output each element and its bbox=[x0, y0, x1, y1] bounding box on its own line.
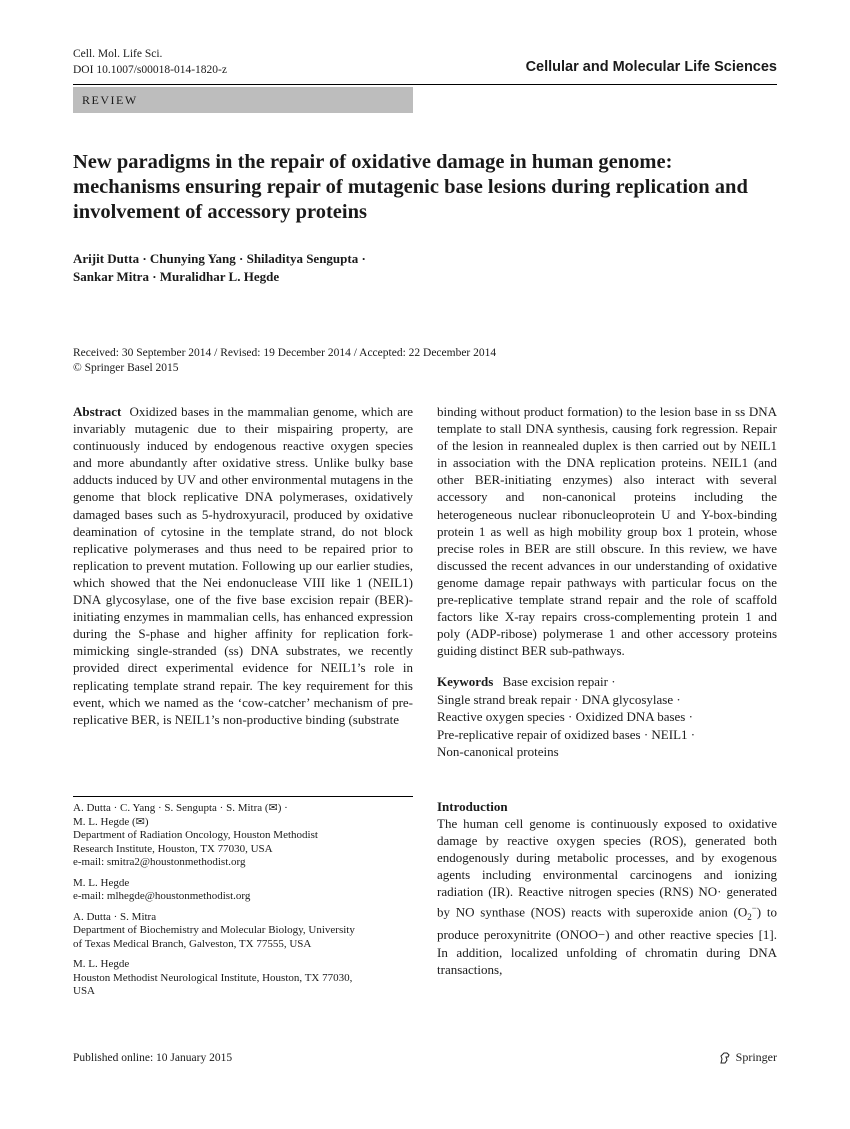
affiliation-dept: USA bbox=[73, 985, 96, 997]
superscript: − bbox=[751, 903, 757, 914]
header-rule bbox=[73, 84, 777, 85]
introduction-heading: Introduction bbox=[437, 798, 508, 814]
abstract-text-right: binding without product formation) to the lesion base in ss DNA template to stall DNA synthesis, causing fork regression. Repair of the lesion in reannealed duplex is then carried out by NEIL1 in association with the DNA replication proteins. NEIL1 (and other BER-initiating enzymes) also interact with several accessory and non-canonical proteins including the heterogeneous nuclear ribonucleoprotein U and Y-box-binding protein 1 as well as high mobility group box 1 protein, whose precise roles in BER are still obscure. In this review, we have discussed the recent advances in our understanding of oxidative genome damage repair pathways with particular focus on the pre-replicative template strand repair and the role of scaffold factors like X-ray repairs cross-complementing protein 1 and poly (ADP-ribose) polymerase 1 and other accessory proteins guiding distinct BER sub-pathways. bbox=[437, 404, 777, 659]
affiliation-email[interactable]: e-mail: mlhegde@houstonmethodist.org bbox=[73, 890, 251, 902]
affiliation-2 bbox=[73, 877, 413, 904]
keywords bbox=[437, 673, 777, 761]
copyright: © Springer Basel 2015 bbox=[73, 362, 179, 374]
article-dates bbox=[73, 346, 777, 376]
affiliation-4 bbox=[73, 958, 413, 999]
affiliation-dept: Houston Methodist Neurological Institute, Houston, TX 77030, bbox=[73, 971, 353, 984]
springer-horse-logo-icon bbox=[718, 1051, 732, 1065]
doi[interactable]: DOI 10.1007/s00018-014-1820-z bbox=[73, 64, 227, 76]
affiliation-names: A. Dutta · C. Yang · S. Sengupta · S. Mitra (✉) · bbox=[73, 802, 288, 814]
keyword-text: Base excision repair · bbox=[502, 674, 616, 690]
intro-text: ) to produce peroxynitrite (ONOO−) and other reactive species [1]. In addition, localized unfolding of chromatin during DNA transactions, bbox=[437, 904, 777, 977]
affiliation-dept: Department of Radiation Oncology, Houston Methodist bbox=[73, 829, 318, 841]
journal-meta bbox=[73, 46, 227, 78]
abstract-left-column bbox=[73, 403, 413, 728]
introduction-paragraph bbox=[437, 815, 777, 978]
published-online: Published online: 10 January 2015 bbox=[73, 1052, 233, 1064]
section-label: REVIEW bbox=[73, 87, 413, 113]
affiliation-names: A. Dutta · S. Mitra bbox=[73, 910, 157, 923]
affiliations bbox=[73, 802, 413, 1006]
authors-line-1: Arijit Dutta · Chunying Yang · Shiladitya Sengupta · bbox=[73, 251, 366, 266]
affiliation-1 bbox=[73, 802, 413, 870]
journal-abbrev: Cell. Mol. Life Sci. bbox=[73, 48, 163, 60]
affiliation-email[interactable]: e-mail: smitra2@houstonmethodist.org bbox=[73, 856, 246, 868]
publisher-name: Springer bbox=[735, 1050, 777, 1064]
right-column bbox=[437, 403, 777, 978]
keywords-line: Single strand break repair · DNA glycosylase · bbox=[437, 691, 681, 707]
affiliation-3 bbox=[73, 911, 413, 952]
keywords-line: Non-canonical proteins bbox=[437, 744, 559, 760]
affiliation-rule bbox=[73, 796, 413, 797]
abstract-label: Abstract bbox=[73, 404, 122, 419]
publisher-mark bbox=[718, 1050, 777, 1065]
keywords-line bbox=[437, 673, 777, 691]
affiliation-dept: of Texas Medical Branch, Galveston, TX 77555, USA bbox=[73, 937, 312, 950]
journal-name: Cellular and Molecular Life Sciences bbox=[525, 59, 777, 75]
keywords-label: Keywords bbox=[437, 674, 494, 690]
author-list bbox=[73, 250, 773, 286]
affiliation-dept: Research Institute, Houston, TX 77030, USA bbox=[73, 842, 273, 855]
keywords-line: Reactive oxygen species · Oxidized DNA bases · bbox=[437, 709, 693, 725]
affiliation-dept: Department of Biochemistry and Molecular Biology, University bbox=[73, 924, 355, 936]
keywords-line: Pre-replicative repair of oxidized bases · NEIL1 · bbox=[437, 726, 696, 742]
abstract-paragraph bbox=[73, 403, 413, 728]
affiliation-names: M. L. Hegde bbox=[73, 876, 130, 889]
intro-text: The human cell genome is continuously exposed to oxidative damage by reactive oxygen species (ROS), generated both endogenously during metabolic processes, and by exogenous agents including environmental carcinogens and ionizing radiation (IR). Reactive nitrogen species (RNS) NO· generated by NO synthase (NOS) reacts with superoxide anion (O bbox=[437, 816, 777, 920]
affiliation-names: M. L. Hegde bbox=[73, 958, 130, 970]
subscript: 2 bbox=[747, 912, 752, 923]
abstract-text-left: Oxidized bases in the mammalian genome, which are invariably mutagenic due to their mispairing property, are continuously induced by endogenous reactive oxygen species and more abundantly after oxidative stress. Unlike bulky base adducts induced by UV and other environmental mutagens in the genome that block replicative DNA polymerases, oxidatively damaged bases such as 5-hydroxyuracil, produced by oxidative deamination of cytosine in the template strand, do not block replicative polymerases and thus need to be repaired prior to replication to prevent mutation. Following up our earlier studies, which showed that the Nei endonuclease VIII like 1 (NEIL1) DNA glycosylase, one of the five base excision repair (BER)-initiating enzymes in mammalian cells, has enhanced expression during the S-phase and higher affinity for replication fork-mimicking single-stranded (ss) DNA substrates, we recently provided direct experimental evidence for NEIL1’s role in replicating template strand repair. The key requirement for this event, which we named as the ‘cow-catcher’ mechanism of pre-replicative BER, is NEIL1’s non-productive binding (substrate bbox=[73, 404, 414, 727]
received-revised-accepted: Received: 30 September 2014 / Revised: 19 December 2014 / Accepted: 22 December 2014 bbox=[73, 347, 497, 359]
affiliation-names: M. L. Hegde (✉) bbox=[73, 815, 149, 828]
article-title: New paradigms in the repair of oxidative damage in human genome: mechanisms ensuring repair of mutagenic base lesions during replication and involvement of accessory proteins bbox=[73, 151, 748, 223]
authors-line-2: Sankar Mitra · Muralidhar L. Hegde bbox=[73, 269, 280, 284]
